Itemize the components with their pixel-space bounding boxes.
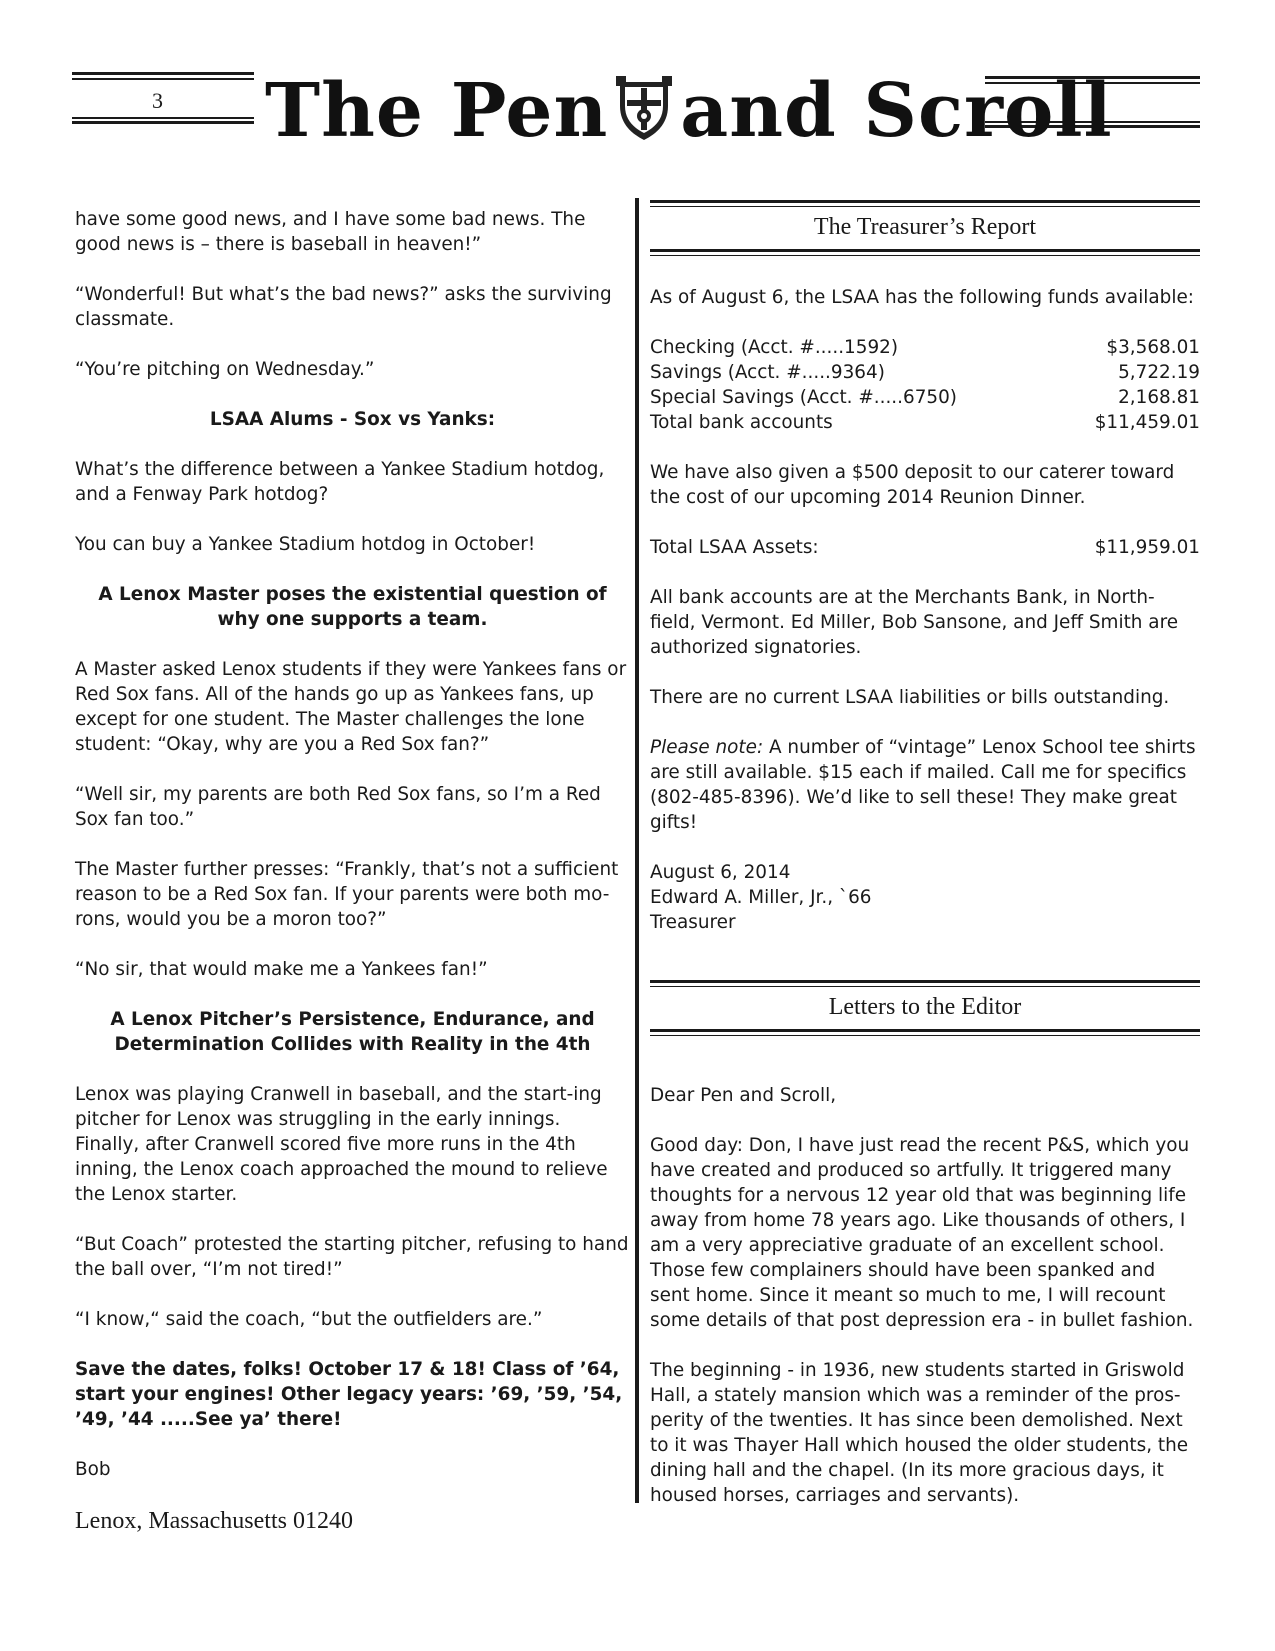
paragraph: “You’re pitching on Wednesday.” [75,359,375,380]
paragraph: What’s the difference between a Yankee Stadium hotdog, and a Fenway Park hotdog? [75,459,605,505]
paragraph: There are no current LSAA liabilities or bills outstanding. [650,687,1170,708]
heading-line: A Lenox Master poses the existential question of [98,584,607,605]
signature: Bob [75,1459,111,1480]
paragraph: “I know,“ said the coach, “but the outfielders are.” [75,1309,543,1330]
masthead-title [265,66,1113,156]
crest-icon [616,76,672,142]
save-the-dates-note: Save the dates, folks! October 17 & 18! Class of ’64, start your engines! Other legacy years: ’69, ’59, ’54, ’49, ’44 .....See ya’ there! [75,1359,623,1430]
paragraph: A Master asked Lenox students if they were Yankees fans or Red Sox fans. All of the hands go up as Yankees fans, up except for one student. The Master challenges the lone student: “Okay, why are you a Red Sox fan?” [75,659,627,755]
left-column [75,207,630,1507]
total-assets-label: Total LSAA Assets: [650,537,819,558]
account-row [650,335,1200,360]
paragraph: “But Coach” protested the starting pitcher, refusing to hand the ball over, “I’m not tired!” [75,1234,629,1280]
please-note-paragraph [650,735,1200,835]
treasurer-report-header [650,200,1200,260]
treasurer-signature [650,860,1200,935]
paragraph: The beginning - in 1936, new students started in Griswold Hall, a stately mansion which was a reminder of the pros-perity of the twenties. It has since been demolished. Next to it was Thayer Hall which housed the older students, the dining hall and the chapel. (In its more gracious days, it housed horses, carriages and servants). [650,1360,1189,1506]
account-label: Savings (Acct. #.....9364) [650,362,885,383]
letters-header [650,980,1200,1040]
account-label: Checking (Acct. #.....1592) [650,337,899,358]
header-rule-top [650,200,1200,207]
header-rule-bottom [650,1029,1200,1036]
paragraph: “Wonderful! But what’s the bad news?” asks the surviving classmate. [75,284,612,330]
paragraph: Good day: Don, I have just read the recent P&S, which you have created and produced so artfully. It triggered many thoughts for a nervous 12 year old that was beginning life away from home 78 years ago. Like thousands of others, I am a very appreciative graduate of an excellent school. Those few complainers should have been spanked and sent home. Since it meant so much to me, I will recount some details of that post depression era - in bullet fashion. [650,1135,1194,1331]
header-rule-top [650,980,1200,987]
section-heading-lenox-pitcher [75,1007,630,1057]
masthead-word-and: and [680,68,837,154]
section-heading-sox-vs-yanks: LSAA Alums - Sox vs Yanks: [209,409,496,430]
paragraph: “Well sir, my parents are both Red Sox fans, so I’m a Red Sox fan too.” [75,784,601,830]
account-amount: $3,568.01 [1106,337,1200,358]
masthead-word-scroll: Scroll [863,68,1113,154]
paragraph: Lenox was playing Cranwell in baseball, and the start-ing pitcher for Lenox was struggling in the early innings. Finally, after Cranwell scored five more runs in the 4th inning, the Lenox coach approached the mound to relieve the Lenox starter. [75,1084,608,1205]
report-date: August 6, 2014 [650,862,791,883]
paragraph: As of August 6, the LSAA has the following funds available: [650,287,1194,308]
section-heading-existential-question [75,582,630,632]
signer-title: Treasurer [650,912,736,933]
masthead-rule-left [72,72,254,130]
masthead-word-pen: Pen [450,68,609,154]
account-row [650,385,1200,410]
account-amount: 2,168.81 [1118,387,1200,408]
heading-line: A Lenox Pitcher’s Persistence, Endurance, and [110,1009,595,1030]
total-assets-row [650,535,1200,560]
paragraph: We have also given a $500 deposit to our caterer toward the cost of our upcoming 2014 Reunion Dinner. [650,462,1175,508]
masthead-word-the: The [265,68,424,154]
letters-body [650,1083,1200,1533]
paragraph: All bank accounts are at the Merchants Bank, in North-field, Vermont. Ed Miller, Bob Sansone, and Jeff Smith are authorized signatories. [650,587,1179,658]
treasurer-report-title: The Treasurer’s Report [813,214,1037,240]
paragraph: have some good news, and I have some bad news. The good news is – there is baseball in heaven!” [75,209,586,255]
account-amount: $11,459.01 [1094,412,1200,433]
signer-name: Edward A. Miller, Jr., `66 [650,887,872,908]
heading-line: Determination Collides with Reality in the 4th [114,1034,591,1055]
accounts-list [650,335,1200,435]
treasurer-report-body [650,285,1200,960]
letters-title: Letters to the Editor [828,994,1022,1020]
heading-line: why one supports a team. [217,609,488,630]
paragraph: “No sir, that would make me a Yankees fan!” [75,959,488,980]
account-row [650,360,1200,385]
account-label: Special Savings (Acct. #.....6750) [650,387,957,408]
account-label: Total bank accounts [650,412,833,433]
please-note-label: Please note: [650,737,764,758]
header-rule-bottom [650,249,1200,256]
footer-location: Lenox, Massachusetts 01240 [75,1508,353,1534]
column-divider [635,198,639,1503]
paragraph: You can buy a Yankee Stadium hotdog in October! [75,534,536,555]
paragraph: The Master further presses: “Frankly, that’s not a sufficient reason to be a Red Sox fan. If your parents were both mo-rons, would you be a moron too?” [75,859,619,930]
total-assets-amount: $11,959.01 [1094,537,1200,558]
salutation: Dear Pen and Scroll, [650,1085,837,1106]
page-number: 3 [152,88,163,113]
account-amount: 5,722.19 [1118,362,1200,383]
please-note-text: A number of “vintage” Lenox School tee shirts are still available. $15 each if mailed. Call me for specifics (802-485-8396). We’d like to sell these! They make great gifts! [650,737,1196,833]
account-row [650,410,1200,435]
